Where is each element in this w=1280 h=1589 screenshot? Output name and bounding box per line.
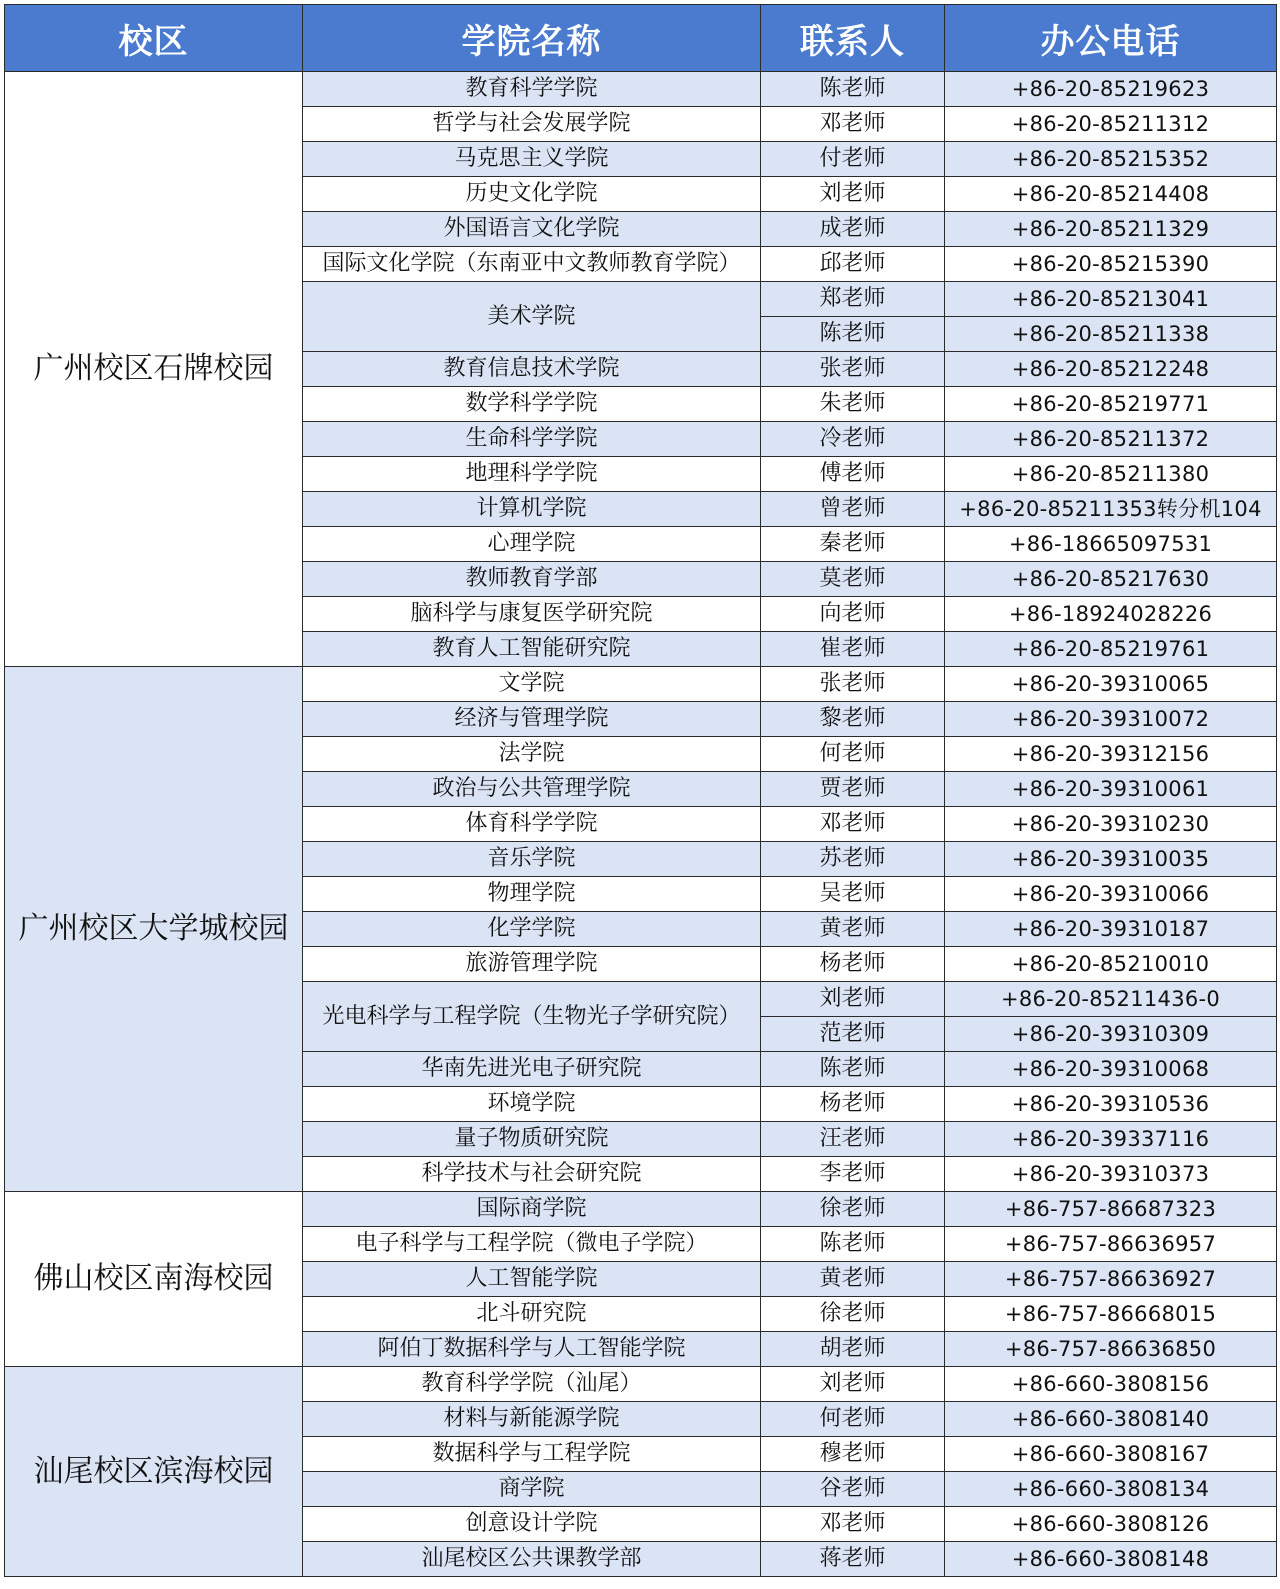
phone-cell: +86-20-39310187 xyxy=(945,912,1277,947)
college-cell: 华南先进光电子研究院 xyxy=(303,1052,761,1087)
college-cell: 哲学与社会发展学院 xyxy=(303,107,761,142)
phone-cell: +86-660-3808167 xyxy=(945,1437,1277,1472)
phone-cell: +86-20-85217630 xyxy=(945,562,1277,597)
phone-cell: +86-20-39310072 xyxy=(945,702,1277,737)
contact-cell: 胡老师 xyxy=(761,1332,945,1367)
college-cell: 量子物质研究院 xyxy=(303,1122,761,1157)
college-cell: 汕尾校区公共课教学部 xyxy=(303,1542,761,1577)
phone-cell: +86-660-3808148 xyxy=(945,1542,1277,1577)
contact-cell: 黎老师 xyxy=(761,702,945,737)
phone-cell: +86-18924028226 xyxy=(945,597,1277,632)
phone-cell: +86-20-85211372 xyxy=(945,422,1277,457)
college-cell: 地理科学学院 xyxy=(303,457,761,492)
college-cell: 马克思主义学院 xyxy=(303,142,761,177)
contact-cell: 杨老师 xyxy=(761,1087,945,1122)
contact-cell: 秦老师 xyxy=(761,527,945,562)
contact-cell: 何老师 xyxy=(761,1402,945,1437)
header-contact: 联系人 xyxy=(761,5,945,72)
college-cell: 旅游管理学院 xyxy=(303,947,761,982)
college-cell: 心理学院 xyxy=(303,527,761,562)
phone-cell: +86-20-39310068 xyxy=(945,1052,1277,1087)
phone-cell: +86-20-39310061 xyxy=(945,772,1277,807)
contact-cell: 蒋老师 xyxy=(761,1542,945,1577)
college-cell: 历史文化学院 xyxy=(303,177,761,212)
phone-cell: +86-20-85219623 xyxy=(945,72,1277,107)
college-cell: 教育人工智能研究院 xyxy=(303,632,761,667)
contact-cell: 刘老师 xyxy=(761,982,945,1017)
contact-cell: 黄老师 xyxy=(761,1262,945,1297)
phone-cell: +86-20-85215390 xyxy=(945,247,1277,282)
college-cell: 生命科学学院 xyxy=(303,422,761,457)
contact-cell: 苏老师 xyxy=(761,842,945,877)
phone-cell: +86-20-85219761 xyxy=(945,632,1277,667)
college-cell: 人工智能学院 xyxy=(303,1262,761,1297)
phone-cell: +86-20-85211380 xyxy=(945,457,1277,492)
college-cell: 教育科学学院（汕尾） xyxy=(303,1367,761,1402)
phone-cell: +86-757-86636850 xyxy=(945,1332,1277,1367)
phone-cell: +86-20-85213041 xyxy=(945,282,1277,317)
contact-cell: 张老师 xyxy=(761,352,945,387)
phone-cell: +86-20-85211329 xyxy=(945,212,1277,247)
phone-cell: +86-20-39337116 xyxy=(945,1122,1277,1157)
college-cell: 文学院 xyxy=(303,667,761,702)
college-cell: 脑科学与康复医学研究院 xyxy=(303,597,761,632)
phone-cell: +86-20-39310309 xyxy=(945,1017,1277,1052)
contact-cell: 何老师 xyxy=(761,737,945,772)
college-cell: 科学技术与社会研究院 xyxy=(303,1157,761,1192)
phone-cell: +86-20-39310066 xyxy=(945,877,1277,912)
contact-cell: 邓老师 xyxy=(761,107,945,142)
college-cell: 化学学院 xyxy=(303,912,761,947)
phone-cell: +86-757-86636927 xyxy=(945,1262,1277,1297)
college-cell: 国际商学院 xyxy=(303,1192,761,1227)
campus-cell: 广州校区石牌校园 xyxy=(5,72,303,667)
college-cell: 光电科学与工程学院（生物光子学研究院） xyxy=(303,982,761,1052)
phone-cell: +86-20-85211436-0 xyxy=(945,982,1277,1017)
contact-cell: 范老师 xyxy=(761,1017,945,1052)
phone-cell: +86-20-39312156 xyxy=(945,737,1277,772)
contact-cell: 吴老师 xyxy=(761,877,945,912)
contact-cell: 黄老师 xyxy=(761,912,945,947)
college-cell: 北斗研究院 xyxy=(303,1297,761,1332)
college-cell: 政治与公共管理学院 xyxy=(303,772,761,807)
contact-cell: 李老师 xyxy=(761,1157,945,1192)
table-row xyxy=(5,667,1277,702)
contact-cell: 朱老师 xyxy=(761,387,945,422)
contact-cell: 陈老师 xyxy=(761,1052,945,1087)
phone-cell: +86-20-39310373 xyxy=(945,1157,1277,1192)
phone-cell: +86-660-3808156 xyxy=(945,1367,1277,1402)
phone-cell: +86-18665097531 xyxy=(945,527,1277,562)
phone-cell: +86-20-85212248 xyxy=(945,352,1277,387)
contact-cell: 邓老师 xyxy=(761,1507,945,1542)
college-cell: 物理学院 xyxy=(303,877,761,912)
contact-cell: 冷老师 xyxy=(761,422,945,457)
phone-cell: +86-660-3808134 xyxy=(945,1472,1277,1507)
college-cell: 经济与管理学院 xyxy=(303,702,761,737)
college-cell: 美术学院 xyxy=(303,282,761,352)
college-cell: 数据科学与工程学院 xyxy=(303,1437,761,1472)
phone-cell: +86-20-85210010 xyxy=(945,947,1277,982)
college-cell: 环境学院 xyxy=(303,1087,761,1122)
phone-cell: +86-20-85219771 xyxy=(945,387,1277,422)
table-header-row xyxy=(5,5,1277,72)
college-cell: 音乐学院 xyxy=(303,842,761,877)
header-phone: 办公电话 xyxy=(945,5,1277,72)
phone-cell: +86-20-39310035 xyxy=(945,842,1277,877)
college-cell: 法学院 xyxy=(303,737,761,772)
table-row xyxy=(5,1367,1277,1402)
phone-cell: +86-20-85211353转分机104 xyxy=(945,492,1277,527)
contact-cell: 傅老师 xyxy=(761,457,945,492)
contact-cell: 陈老师 xyxy=(761,1227,945,1262)
phone-cell: +86-20-39310536 xyxy=(945,1087,1277,1122)
contact-cell: 刘老师 xyxy=(761,1367,945,1402)
phone-cell: +86-20-85211338 xyxy=(945,317,1277,352)
phone-cell: +86-757-86687323 xyxy=(945,1192,1277,1227)
contact-cell: 邱老师 xyxy=(761,247,945,282)
table-body xyxy=(5,72,1277,1577)
header-college: 学院名称 xyxy=(303,5,761,72)
college-cell: 教育信息技术学院 xyxy=(303,352,761,387)
college-cell: 创意设计学院 xyxy=(303,1507,761,1542)
contact-cell: 汪老师 xyxy=(761,1122,945,1157)
contact-cell: 谷老师 xyxy=(761,1472,945,1507)
college-cell: 材料与新能源学院 xyxy=(303,1402,761,1437)
phone-cell: +86-20-39310065 xyxy=(945,667,1277,702)
phone-cell: +86-20-85211312 xyxy=(945,107,1277,142)
phone-cell: +86-660-3808140 xyxy=(945,1402,1277,1437)
college-cell: 教师教育学部 xyxy=(303,562,761,597)
contact-cell: 郑老师 xyxy=(761,282,945,317)
phone-cell: +86-660-3808126 xyxy=(945,1507,1277,1542)
contact-cell: 曾老师 xyxy=(761,492,945,527)
contact-cell: 莫老师 xyxy=(761,562,945,597)
contact-cell: 徐老师 xyxy=(761,1297,945,1332)
contact-cell: 付老师 xyxy=(761,142,945,177)
contact-cell: 刘老师 xyxy=(761,177,945,212)
contact-cell: 贾老师 xyxy=(761,772,945,807)
college-contact-table xyxy=(4,4,1277,1577)
contact-cell: 徐老师 xyxy=(761,1192,945,1227)
contact-cell: 杨老师 xyxy=(761,947,945,982)
campus-cell: 广州校区大学城校园 xyxy=(5,667,303,1192)
campus-cell: 汕尾校区滨海校园 xyxy=(5,1367,303,1577)
table-row xyxy=(5,1192,1277,1227)
college-cell: 国际文化学院（东南亚中文教师教育学院） xyxy=(303,247,761,282)
college-cell: 商学院 xyxy=(303,1472,761,1507)
college-cell: 阿伯丁数据科学与人工智能学院 xyxy=(303,1332,761,1367)
contact-cell: 向老师 xyxy=(761,597,945,632)
college-cell: 教育科学学院 xyxy=(303,72,761,107)
campus-cell: 佛山校区南海校园 xyxy=(5,1192,303,1367)
college-cell: 数学科学学院 xyxy=(303,387,761,422)
contact-cell: 张老师 xyxy=(761,667,945,702)
phone-cell: +86-20-85215352 xyxy=(945,142,1277,177)
header-campus: 校区 xyxy=(5,5,303,72)
contact-cell: 邓老师 xyxy=(761,807,945,842)
college-cell: 计算机学院 xyxy=(303,492,761,527)
contact-cell: 陈老师 xyxy=(761,72,945,107)
contact-cell: 成老师 xyxy=(761,212,945,247)
contact-cell: 穆老师 xyxy=(761,1437,945,1472)
phone-cell: +86-757-86668015 xyxy=(945,1297,1277,1332)
college-cell: 体育科学学院 xyxy=(303,807,761,842)
phone-cell: +86-757-86636957 xyxy=(945,1227,1277,1262)
phone-cell: +86-20-85214408 xyxy=(945,177,1277,212)
contact-cell: 陈老师 xyxy=(761,317,945,352)
contact-cell: 崔老师 xyxy=(761,632,945,667)
table-row xyxy=(5,72,1277,107)
phone-cell: +86-20-39310230 xyxy=(945,807,1277,842)
college-cell: 外国语言文化学院 xyxy=(303,212,761,247)
college-cell: 电子科学与工程学院（微电子学院） xyxy=(303,1227,761,1262)
